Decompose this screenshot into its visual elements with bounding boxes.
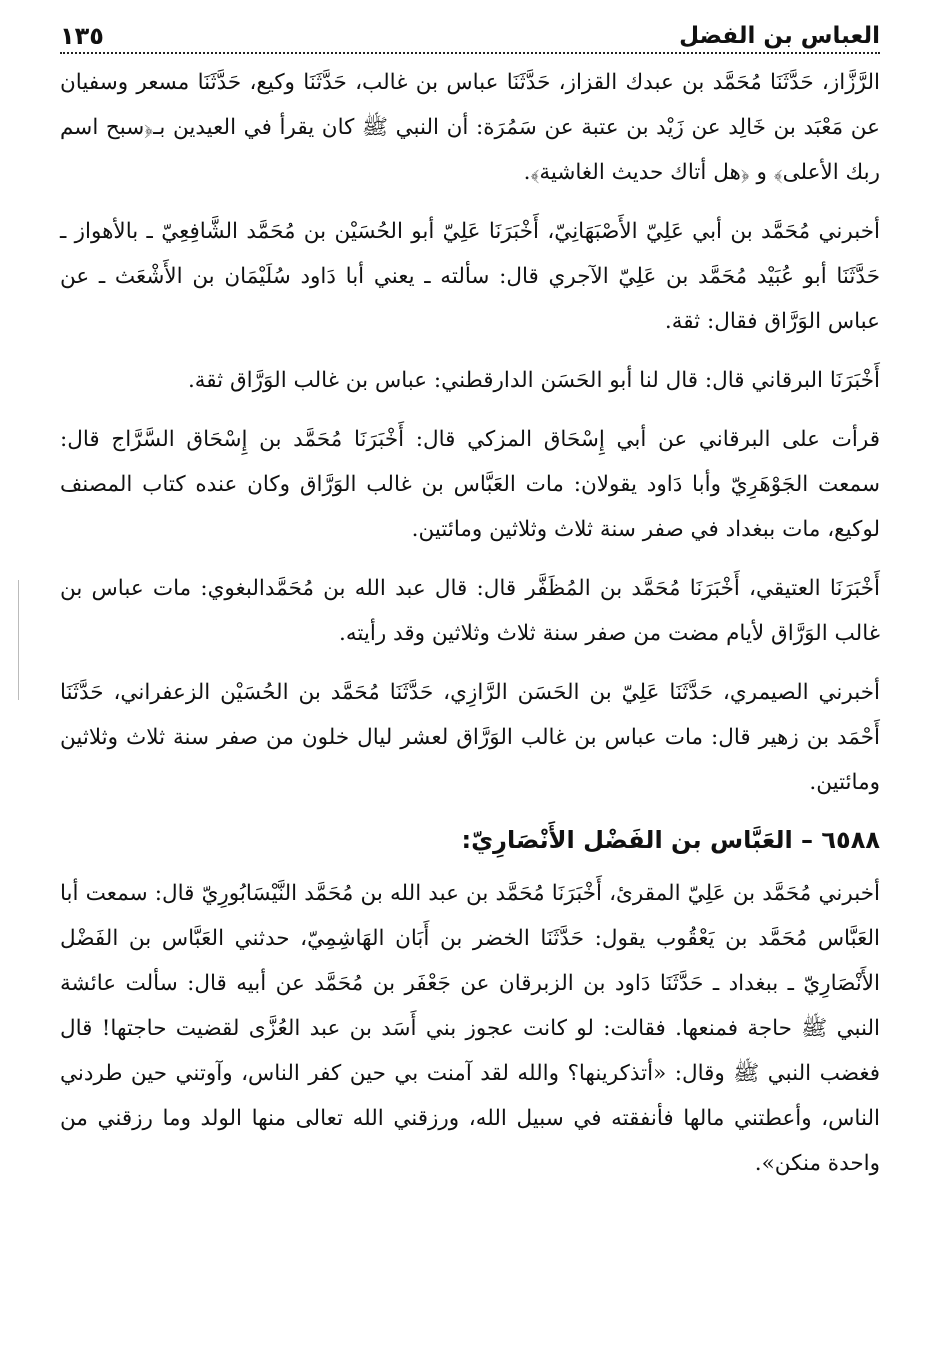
- paragraph-3: أَخْبَرَنَا البرقاني قال: قال لنا أبو الحَسَن الدارقطني: عباس بن غالب الوَرَّاق ثقة.: [187, 368, 880, 393]
- book-page: [60, 8, 880, 1348]
- paragraph-6: أخبرني الصيمري، حَدَّثَنَا عَلِيّ بن الحَسَن الرَّازِي، حَدَّثَنَا مُحَمَّد بن الحُسَيْن الزعفراني، حَدَّثَنَا أَحْمَد بن زهير قال: مات عباس بن غالب الوَرَّاق لعشر ليال خلون من صفر سنة ثلاث وثلاثين ومائتين.: [60, 680, 880, 795]
- page-body: [60, 60, 880, 1186]
- paragraph-1: الرَّزَّاز، حَدَّثَنَا مُحَمَّد بن عبدك القزاز، حَدَّثَنَا عباس بن غالب، حَدَّثَنَا وكيع، حَدَّثَنَا مسعر وسفيان عن مَعْبَد بن خَالِد عن زَيْد بن عتبة عن سَمُرَة: أن النبي ﷺ كان يقرأ في العيدين بـ﴿سبح اسم ربك الأعلى﴾ و ﴿هل أتاك حديث الغاشية﴾.: [60, 70, 880, 185]
- running-title: العباس بن الفضل: [679, 23, 880, 49]
- margin-line: [18, 580, 19, 700]
- entry-heading: ٦٥٨٨ – العَبَّاس بن الفَضْل الأَنْصَارِيّ:: [461, 826, 880, 854]
- entry-paragraph-1: أخبرني مُحَمَّد بن عَلِيّ المقرئ، أَخْبَرَنَا مُحَمَّد بن عبد الله بن مُحَمَّد النَّيْسَابُورِيّ قال: سمعت أبا العَبَّاس مُحَمَّد بن يَعْقُوب يقول: حَدَّثَنَا الخضر بن أَبَان الهَاشِمِيّ، حدثني العَبَّاس بن الفَضْل الأَنْصَارِيّ ـ ببغداد ـ حَدَّثَنَا دَاود بن الزبرقان عن جَعْفَر بن مُحَمَّد عن أبيه قال: سألت عائشة النبي ﷺ حاجة فمنعها. فقالت: لو كانت عجوز بني أَسَد بن عبد العُزَّى لقضيت حاجتها! قال فغضب النبي ﷺ وقال: «أتذكرينها؟ والله لقد آمنت بي حين كفر الناس، وآوتني حين طردني الناس، وأعطتني مالها فأنفقته في سبيل الله، ورزقني الله تعالى منها الولد وما رزقني من واحدة منكن».: [60, 881, 880, 1176]
- paragraph-2: أخبرني مُحَمَّد بن أبي عَلِيّ الأَصْبَهَانِيّ، أَخْبَرَنَا عَلِيّ أبو الحُسَيْن بن مُحَمَّد الشَّافِعِيّ ـ بالأهواز ـ حَدَّثَنَا أبو عُبَيْد مُحَمَّد بن عَلِيّ الآجري قال: سألته ـ يعني أبا دَاود سُلَيْمَان بن الأَشْعَث ـ عن عباس الوَرَّاق فقال: ثقة.: [60, 219, 881, 334]
- page-header: [60, 8, 880, 54]
- paragraph-5: أَخْبَرَنَا العتيقي، أَخْبَرَنَا مُحَمَّد بن المُظَفَّر قال: قال عبد الله بن مُحَمَّدالبغوي: مات عباس بن غالب الوَرَّاق لأيام مضت من صفر سنة ثلاث وثلاثين وقد رأيته.: [60, 576, 880, 646]
- paragraph-4: قرأت على البرقاني عن أبي إِسْحَاق المزكي قال: أَخْبَرَنَا مُحَمَّد بن إِسْحَاق السَّرَّاج قال: سمعت الجَوْهَرِيّ وأبا دَاود يقولان: مات العَبَّاس بن غالب الوَرَّاق وكان عنده كتاب المصنف لوكيع، مات ببغداد في صفر سنة ثلاث وثلاثين ومائتين.: [60, 427, 880, 542]
- page-number: ١٣٥: [60, 22, 104, 50]
